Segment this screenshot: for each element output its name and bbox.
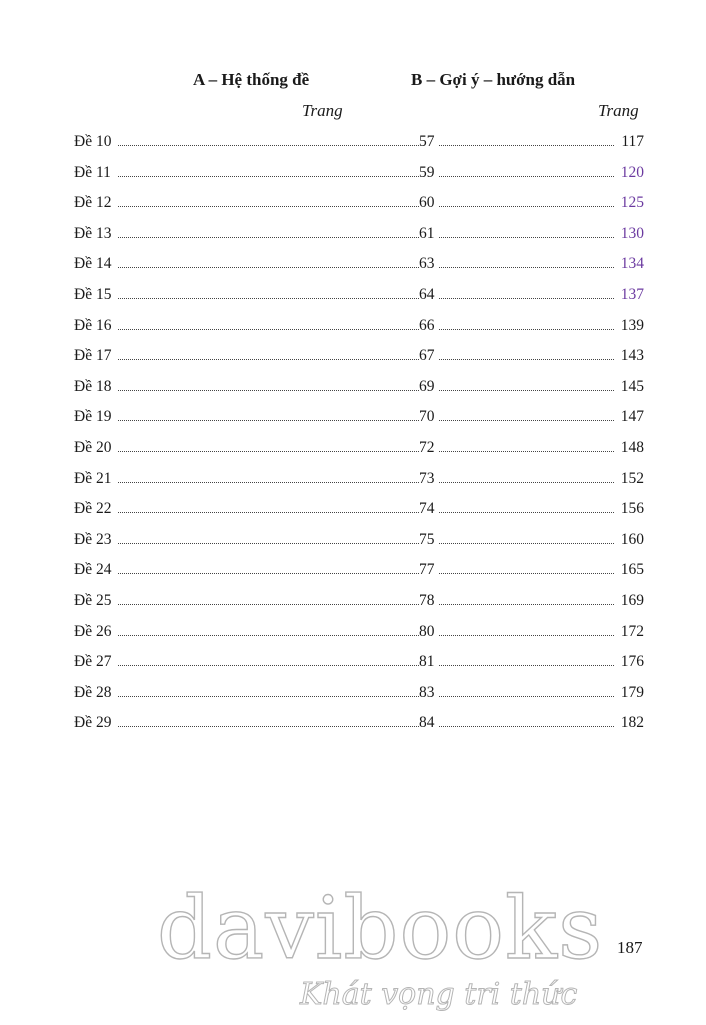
exam-page: 64 xyxy=(419,285,435,303)
exam-label: Đề 12 xyxy=(74,194,112,212)
exam-page: 61 xyxy=(419,224,435,242)
dot-leader xyxy=(439,512,614,513)
exam-label: Đề 17 xyxy=(74,347,112,365)
exam-page: 67 xyxy=(419,347,435,365)
dot-leader xyxy=(118,482,419,483)
toc-row xyxy=(74,560,646,591)
dot-leader xyxy=(439,635,614,636)
toc-row xyxy=(74,132,646,163)
guide-page: 143 xyxy=(620,347,644,365)
exam-label: Đề 13 xyxy=(74,224,112,242)
guide-page: 145 xyxy=(620,377,644,395)
column-a-page-label: Trang xyxy=(302,101,343,120)
exam-page: 70 xyxy=(419,408,435,426)
toc-row xyxy=(74,193,646,224)
dot-leader xyxy=(439,298,614,299)
guide-page: 130 xyxy=(620,224,644,242)
exam-page: 81 xyxy=(419,653,435,671)
toc-row xyxy=(74,377,646,408)
page-number: 187 xyxy=(617,938,643,957)
guide-page: 156 xyxy=(620,500,644,518)
guide-page: 139 xyxy=(620,316,644,334)
toc-row xyxy=(74,499,646,530)
dot-leader xyxy=(118,329,419,330)
toc-row xyxy=(74,622,646,653)
exam-page: 74 xyxy=(419,500,435,518)
toc-row xyxy=(74,652,646,683)
exam-page: 80 xyxy=(419,622,435,640)
dot-leader xyxy=(118,726,419,727)
exam-label: Đề 22 xyxy=(74,500,112,518)
dot-leader xyxy=(118,145,419,146)
toc-row xyxy=(74,254,646,285)
exam-page: 59 xyxy=(419,163,435,181)
watermark-brand: davibooks xyxy=(157,879,604,979)
toc-row xyxy=(74,316,646,347)
dot-leader xyxy=(439,604,614,605)
exam-label: Đề 10 xyxy=(74,133,112,150)
exam-page: 60 xyxy=(419,194,435,212)
dot-leader xyxy=(439,573,614,574)
dot-leader xyxy=(439,696,614,697)
exam-label: Đề 16 xyxy=(74,316,112,334)
dot-leader xyxy=(439,176,614,177)
dot-leader xyxy=(118,451,419,452)
exam-page: 66 xyxy=(419,316,435,334)
guide-page: 147 xyxy=(620,408,644,426)
toc-row xyxy=(74,530,646,561)
dot-leader xyxy=(118,206,419,207)
dot-leader xyxy=(439,390,614,391)
exam-page: 72 xyxy=(419,438,435,456)
exam-page: 75 xyxy=(419,530,435,548)
table-of-contents xyxy=(74,132,646,744)
exam-label: Đề 24 xyxy=(74,561,112,579)
guide-page: 148 xyxy=(620,438,644,456)
exam-label: Đề 25 xyxy=(74,591,112,609)
toc-row xyxy=(74,163,646,194)
dot-leader xyxy=(118,359,419,360)
dot-leader xyxy=(118,573,419,574)
toc-row xyxy=(74,285,646,316)
exam-page: 84 xyxy=(419,714,435,732)
dot-leader xyxy=(439,359,614,360)
exam-label: Đề 23 xyxy=(74,530,112,548)
exam-label: Đề 26 xyxy=(74,622,112,640)
toc-row xyxy=(74,591,646,622)
guide-page: 176 xyxy=(620,653,644,671)
toc-row xyxy=(74,224,646,255)
exam-label: Đề 28 xyxy=(74,683,112,701)
dot-leader xyxy=(439,329,614,330)
exam-label: Đề 18 xyxy=(74,377,112,395)
dot-leader xyxy=(118,604,419,605)
watermark-tagline: Khát vọng tri thức xyxy=(300,977,578,1012)
toc-row xyxy=(74,346,646,377)
exam-label: Đề 27 xyxy=(74,653,112,671)
exam-label: Đề 14 xyxy=(74,255,112,273)
dot-leader xyxy=(118,696,419,697)
dot-leader xyxy=(439,145,614,146)
exam-label: Đề 15 xyxy=(74,285,112,303)
guide-page: 179 xyxy=(620,683,644,701)
guide-page: 152 xyxy=(620,469,644,487)
dot-leader xyxy=(118,512,419,513)
guide-page: 117 xyxy=(621,133,644,150)
dot-leader xyxy=(118,420,419,421)
dot-leader xyxy=(439,482,614,483)
dot-leader xyxy=(439,267,614,268)
dot-leader xyxy=(118,176,419,177)
guide-page: 137 xyxy=(620,285,644,303)
dot-leader xyxy=(439,451,614,452)
exam-label: Đề 29 xyxy=(74,714,112,732)
dot-leader xyxy=(439,206,614,207)
column-a-heading: A – Hệ thống đề xyxy=(193,70,310,89)
exam-label: Đề 19 xyxy=(74,408,112,426)
exam-page: 77 xyxy=(419,561,435,579)
exam-page: 63 xyxy=(419,255,435,273)
dot-leader xyxy=(439,237,614,238)
guide-page: 165 xyxy=(620,561,644,579)
guide-page: 120 xyxy=(620,163,644,181)
column-b-page-label: Trang xyxy=(598,101,639,120)
dot-leader xyxy=(118,298,419,299)
guide-page: 160 xyxy=(620,530,644,548)
dot-leader xyxy=(118,237,419,238)
guide-page: 125 xyxy=(620,194,644,212)
dot-leader xyxy=(439,726,614,727)
dot-leader xyxy=(439,543,614,544)
dot-leader xyxy=(118,665,419,666)
toc-row xyxy=(74,469,646,500)
dot-leader xyxy=(118,635,419,636)
column-b-heading: B – Gợi ý – hướng dẫn xyxy=(411,70,576,89)
guide-page: 182 xyxy=(620,714,644,732)
dot-leader xyxy=(118,267,419,268)
exam-label: Đề 20 xyxy=(74,438,112,456)
dot-leader xyxy=(439,665,614,666)
exam-page: 78 xyxy=(419,591,435,609)
guide-page: 169 xyxy=(620,591,644,609)
toc-row xyxy=(74,683,646,714)
exam-page: 57 xyxy=(419,133,435,150)
dot-leader xyxy=(118,543,419,544)
exam-page: 83 xyxy=(419,683,435,701)
exam-page: 69 xyxy=(419,377,435,395)
toc-row xyxy=(74,407,646,438)
guide-page: 134 xyxy=(620,255,644,273)
exam-label: Đề 21 xyxy=(74,469,112,487)
toc-row xyxy=(74,713,646,744)
toc-row xyxy=(74,438,646,469)
dot-leader xyxy=(118,390,419,391)
dot-leader xyxy=(439,420,614,421)
exam-label: Đề 11 xyxy=(74,163,111,181)
guide-page: 172 xyxy=(620,622,644,640)
exam-page: 73 xyxy=(419,469,435,487)
